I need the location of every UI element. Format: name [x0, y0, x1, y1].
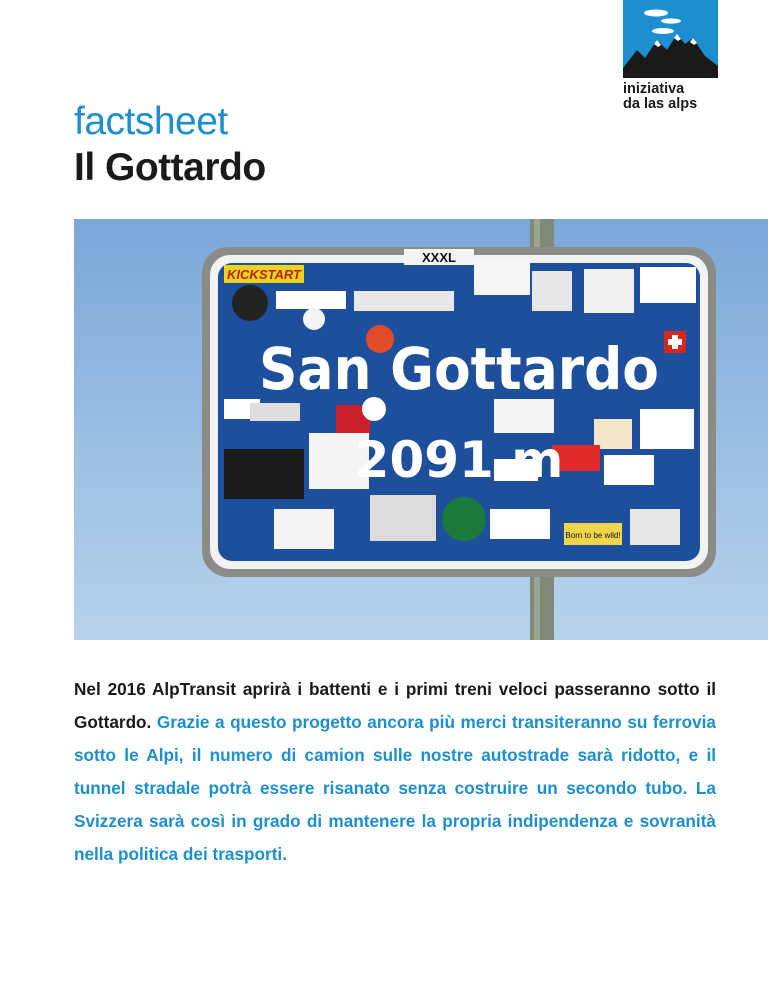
photo-san-gottardo-sign	[74, 219, 768, 640]
sticker-xxxl: XXXL	[422, 250, 456, 265]
mountain-logo-icon	[623, 0, 718, 78]
intro-paragraph	[74, 673, 716, 871]
intro-highlight: Grazie a questo progetto ancora più merci transiteranno su ferrovia sotto le Alpi, il numero di camion sulle nostre autostrade sarà ridotto, e il tunnel stradale potrà essere risanato senza costruire un secondo tubo. La Svizzera sarà così in grado di mantenere la propria indipendenza e sovranità nella politica dei trasporti.	[74, 712, 716, 864]
intro-lead: Nel 2016 AlpTransit aprirà i battenti e i primi treni veloci passeranno sotto il Gottardo.	[74, 679, 716, 732]
sign-altitude-text: 2091 m	[354, 431, 564, 489]
logo-mark	[623, 0, 718, 78]
page-title: Il Gottardo	[74, 146, 266, 189]
logo-wordmark	[623, 82, 733, 112]
sticker-kickstart: KICKSTART	[227, 267, 301, 282]
sticker-born: Born to be wild!	[565, 531, 621, 540]
sign-illustration	[74, 219, 768, 640]
logo-line-1: iniziativa	[623, 81, 685, 97]
logo-line-2: da las alps	[623, 96, 698, 112]
sign-main-text: San Gottardo	[259, 335, 659, 403]
document-type: factsheet	[74, 100, 228, 143]
